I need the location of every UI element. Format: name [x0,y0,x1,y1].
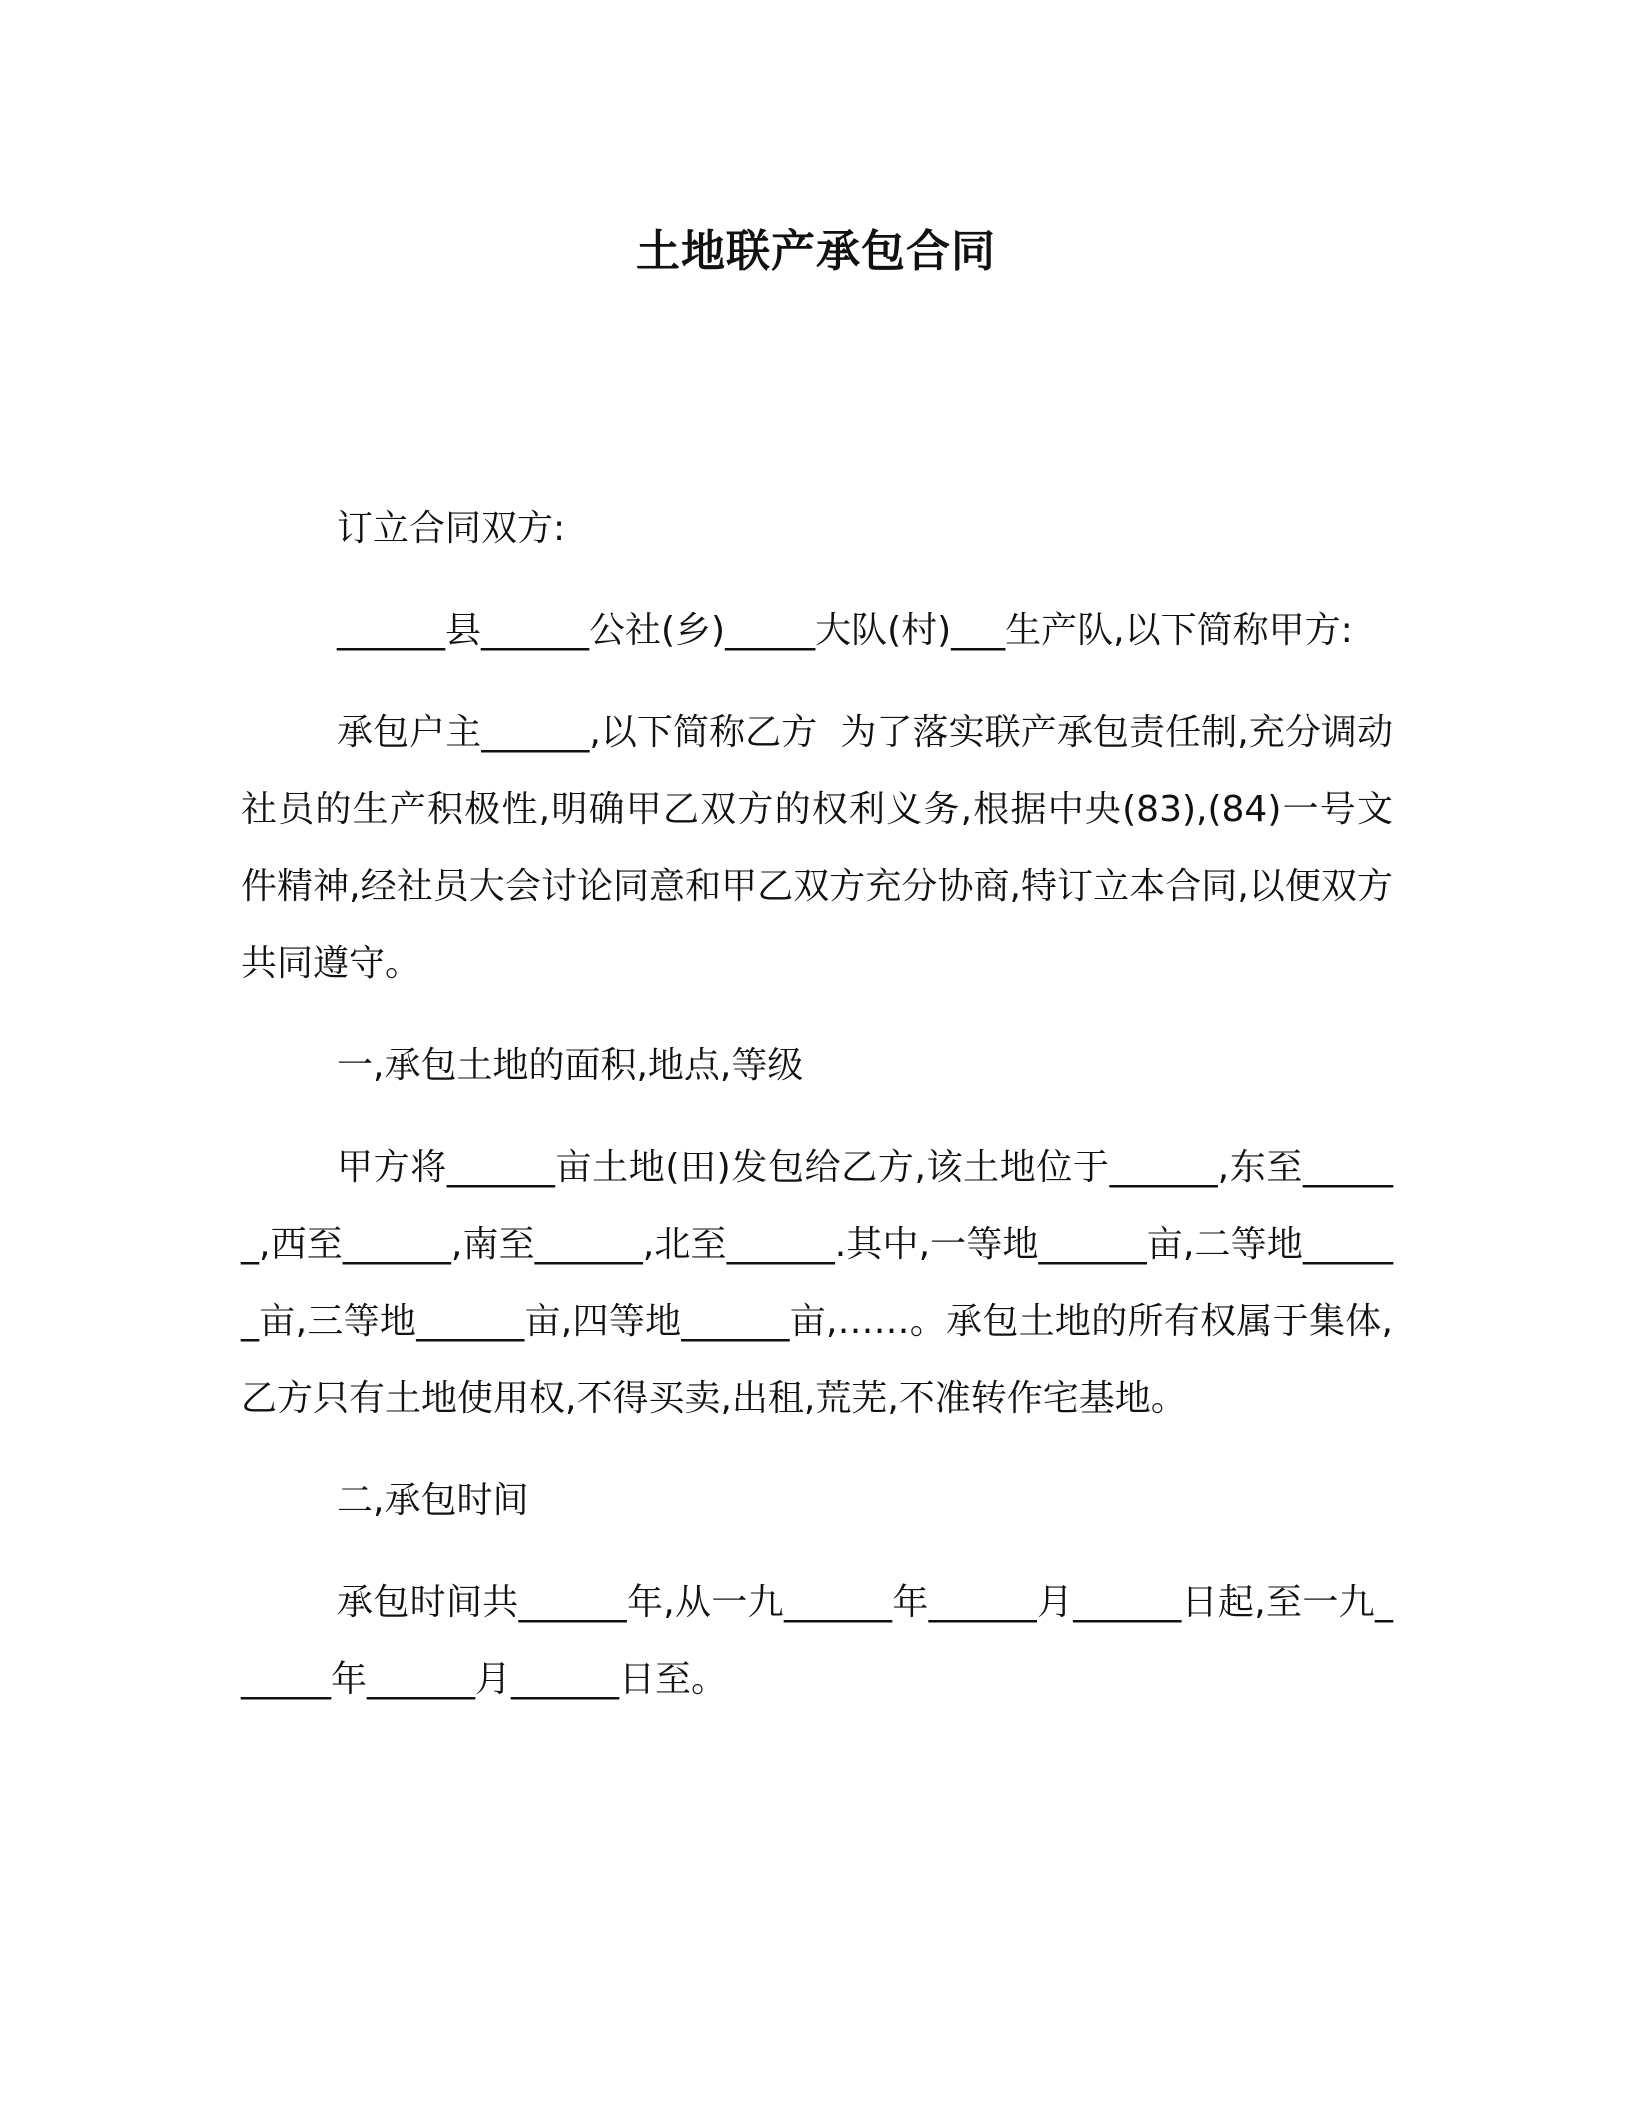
paragraph-parties-heading: 订立合同双方: [337,508,566,549]
paragraph-party-b-purpose: 承包户主______,以下简称乙方 为了落实联产承包责任制,充分调动社员的生产积极性,明确甲乙双方的权利义务,根据中央(83),(84)一号文件精神,经社员大会讨论同意和甲乙双方充分协商,特订立本合同,以便双方共同遵守。 [241,712,1393,984]
paragraph-term-details: 承包时间共______年,从一九______年______月______日起,至一九______年______月______日至。 [241,1582,1393,1700]
document-title: 土地联产承包合同 [636,226,996,277]
section-heading-term: 二,承包时间 [337,1480,529,1521]
paragraph-land-details: 甲方将______亩土地(田)发包给乙方,该土地位于______,东至______,西至______,南至______,北至______.其中,一等地______亩,二等地______亩,三等地______亩,四等地______亩,……。承包土地的所有权属于集体,乙方只有土地使用权,不得买卖,出租,荒芜,不准转作宅基地。 [241,1147,1393,1419]
paragraph-party-a: ______县______公社(乡)_____大队(村)___生产队,以下简称甲方: [337,610,1353,651]
section-heading-land: 一,承包土地的面积,地点,等级 [337,1045,804,1086]
document-body [241,490,1393,1718]
